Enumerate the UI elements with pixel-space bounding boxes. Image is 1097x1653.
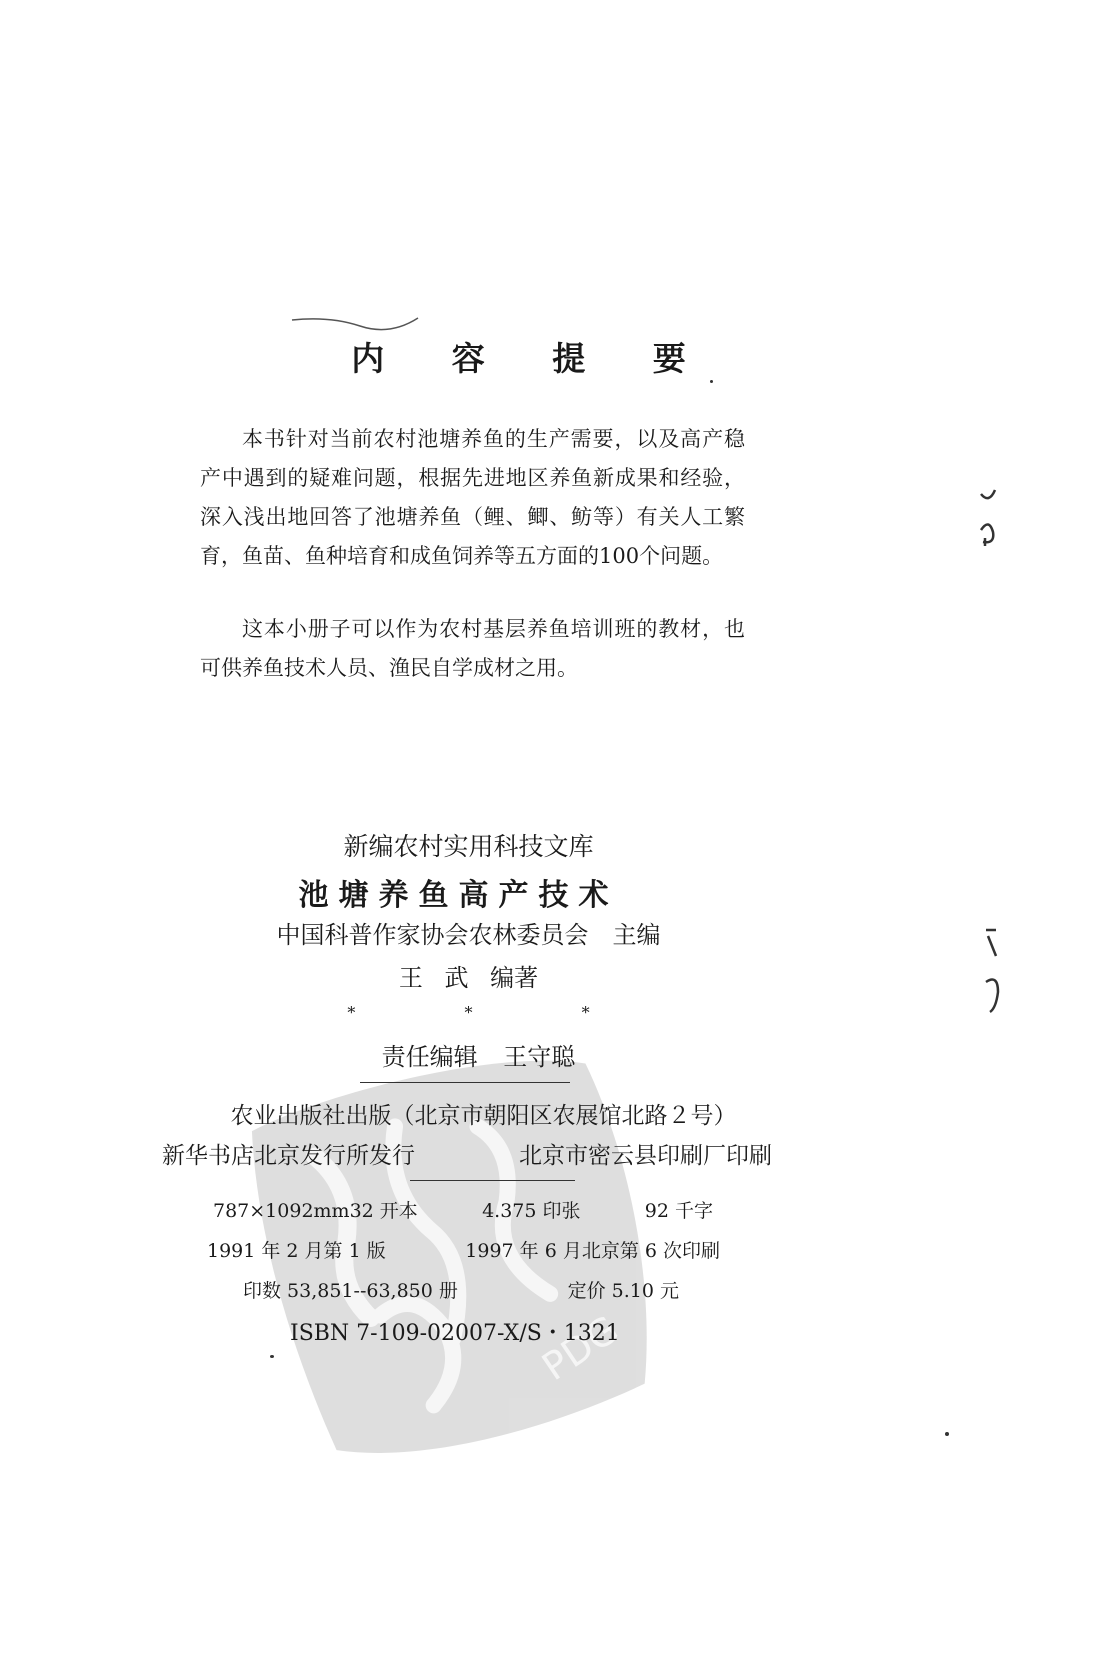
- price: 定价 5.10 元: [567, 1280, 679, 1302]
- word-count: 92 千字: [644, 1200, 713, 1222]
- edition-line: [207, 1236, 720, 1263]
- responsible-editor: 责任编辑 王守聪: [381, 1043, 576, 1071]
- scan-smudge: [290, 312, 420, 332]
- first-edition: 1991 年 2 月第 1 版: [207, 1240, 386, 1262]
- margin-mark: [975, 480, 1005, 570]
- sheets: 4.375 印张: [482, 1200, 581, 1222]
- publisher-line: 农业出版社出版（北京市朝阳区农展馆北路２号）: [230, 1103, 737, 1129]
- format: 787×1092mm32 开本: [213, 1200, 418, 1222]
- printer: 北京市密云县印刷厂印刷: [519, 1143, 772, 1169]
- watermark-text: PDG: [534, 1307, 627, 1390]
- format-line: [213, 1196, 713, 1223]
- author: 王 武 编著: [398, 964, 539, 992]
- isbn: ISBN 7-109-02007-X/S・1321: [290, 1321, 620, 1346]
- book-title: 池塘养鱼高产技术: [298, 878, 619, 913]
- distribution-line: [162, 1137, 772, 1170]
- scan-speck: [710, 380, 713, 383]
- scan-speck: [945, 1432, 949, 1436]
- divider: [360, 1082, 570, 1083]
- margin-mark: [980, 920, 1010, 1030]
- scan-speck: [270, 1355, 274, 1358]
- chief-editor: 中国科普作家协会农林委员会 主编: [276, 921, 661, 949]
- divider: [410, 1180, 575, 1181]
- print-run: 印数 53,851--63,850 册: [243, 1280, 458, 1302]
- printing: 1997 年 6 月北京第 6 次印刷: [465, 1240, 720, 1262]
- print-run-line: [243, 1276, 679, 1303]
- summary-paragraph-1: 本书针对当前农村池塘养鱼的生产需要，以及高产稳产中遇到的疑难问题，根据先进地区养鱼新成果和经验，深入浅出地回答了池塘养鱼（鲤、鲫、鲂等）有关人工繁育，鱼苗、鱼种培育和成鱼饲养等五方面的100个问题。: [200, 427, 745, 568]
- series-name: 新编农村实用科技文库: [343, 832, 594, 861]
- summary-paragraph-2: 这本小册子可以作为农村基层养鱼培训班的教材，也可供养鱼技术人员、渔民自学成材之用。: [200, 617, 745, 680]
- summary-heading: 内 容 提 要: [351, 339, 714, 378]
- separator-stars: * * *: [347, 1003, 642, 1022]
- distributor: 新华书店北京发行所发行: [162, 1143, 415, 1169]
